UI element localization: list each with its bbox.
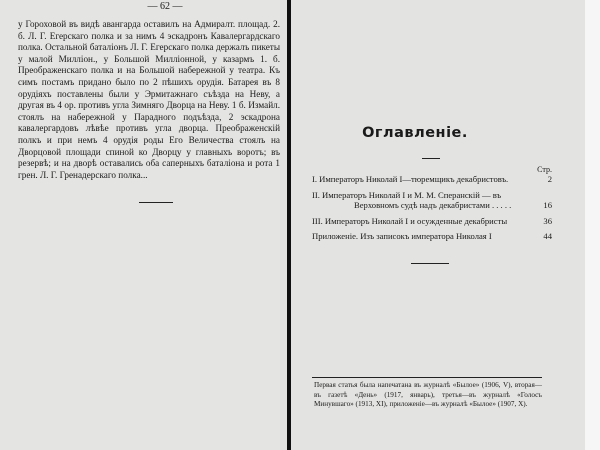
table-of-contents [312,165,552,247]
toc-entry[interactable] [312,174,552,185]
title-divider [422,158,440,159]
page-column-header: Стр. [537,165,552,174]
toc-entry-page: 2 [547,174,552,184]
toc-entry[interactable] [312,231,552,242]
body-paragraph: у Гороховой въ видѣ авангарда оставилъ на Адмиралт. площад. 2. б. Л. Г. Егерскаго полка и за нимъ 4 эскадронъ Кавалергардскаго полка. Остальной баталіонъ Л. Г. Егерскаго полка держалъ пикеты у малой Милліон., у Большой Милліонной, у казармъ 1. б. Преображенскаго полка и на Большой набережной у театра. Къ симъ постамъ придано было по 2 пѣшихъ орудія. Батарея въ 8 орудіяхъ поставлены были у Эрмитажнаго съѣзда на Неву, а другая въ 4 ор. противъ угла Зимняго Дворца на Неву. 1 б. Измайл. стоялъ на набережной у Парадного подъѣзда, 2 эскадрона кавалергардовъ лѣвѣе противъ угла дворца. Преображенскій полкъ и при немъ 4 орудія роды Его Величества стоялъ на Дворцовой площади спиной ко Дворцу у главныхъ воротъ; въ резервѣ; и на дворѣ оставались оба саперныхъ баталіона и рота 1 грен. Л. Г. Гренадерскаго полка... [18,19,280,180]
page-number: — 62 — [147,1,183,12]
toc-entry[interactable] [312,216,552,227]
footnote: Первая статья была напечатана въ журналѣ «Былое» (1906, V), вторая—въ газетѣ «День» (1917, январь), третья—въ журналѣ «Голосъ Минувшаго» (1913, XI), приложеніе—въ журналѣ «Былое» (1907, X). [314,381,542,409]
scan-margin [585,0,600,450]
toc-entry-title: I. Императоръ Николай I—тюремщикъ декабристовъ. [312,174,509,184]
toc-entry-title: III. Императоръ Николай I и осужденные декабристы [312,215,508,226]
toc-entry-title-cont: Верховномъ судѣ надъ декабристами . . . . . [354,200,512,210]
section-divider [139,202,173,203]
toc-divider [411,263,449,264]
toc-entry-page: 36 [543,215,552,226]
toc-entry-title: II. Императоръ Николай I и М. М. Сперанскій — въ [312,189,502,200]
toc-entry-page: 16 [543,200,552,210]
toc-entry-title: Приложенiе. Изъ записокъ императора Николая I [312,231,492,241]
toc-entry[interactable] [312,190,552,211]
toc-entry-page: 44 [543,231,552,241]
footnote-rule [312,377,542,378]
toc-title: Оглавленiе. [362,125,468,141]
